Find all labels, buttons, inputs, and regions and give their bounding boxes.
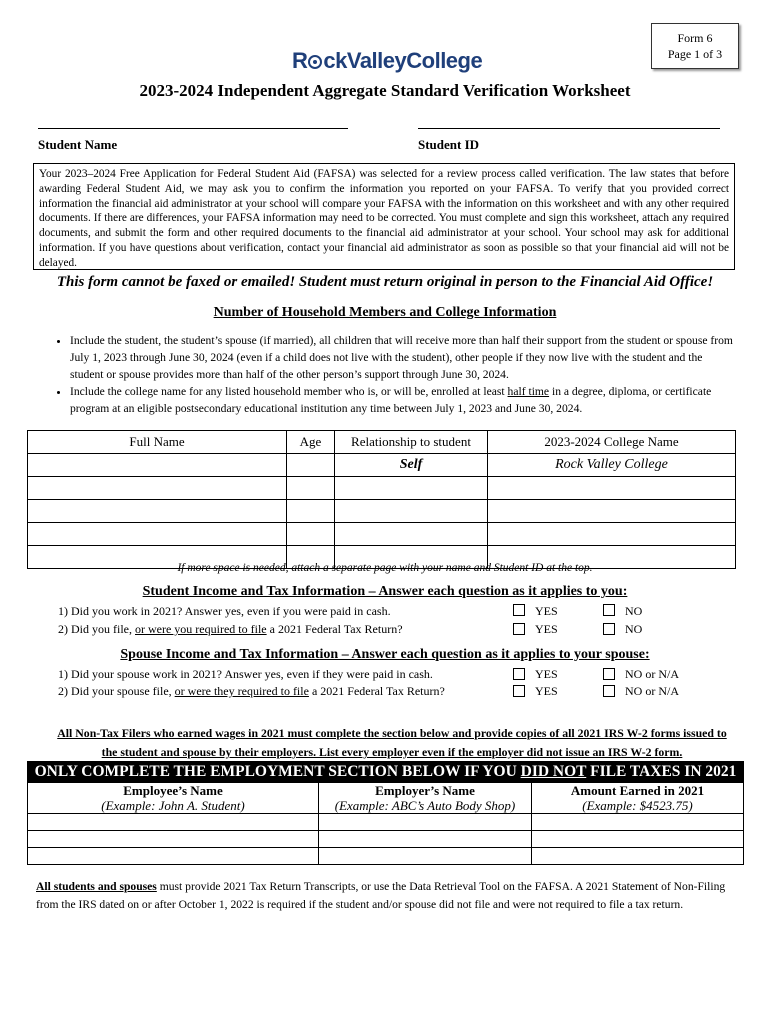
- student-q2-no-label: NO: [625, 622, 643, 636]
- spouse-q2-no-label: NO or N/A: [625, 684, 679, 698]
- student-q2-yes-checkbox[interactable]: [513, 623, 525, 635]
- col-college-name: 2023-2024 College Name: [488, 431, 736, 454]
- table-row: [28, 500, 736, 523]
- student-id-line[interactable]: [418, 128, 720, 129]
- table-row: [28, 848, 744, 865]
- spouse-q1-yes-checkbox[interactable]: [513, 668, 525, 680]
- spouse-q1: 1) Did your spouse work in 2021? Answer yes, even if they were paid in cash.: [58, 667, 433, 681]
- spouse-q1-no-checkbox[interactable]: [603, 668, 615, 680]
- spouse-q1-yes-label: YES: [535, 667, 558, 681]
- household-table: [27, 430, 736, 569]
- student-q2: 2) Did you file, or were you required to file a 2021 Federal Tax Return?: [58, 622, 403, 636]
- table-row: [28, 523, 736, 546]
- spouse-q2: 2) Did your spouse file, or were they required to file a 2021 Federal Tax Return?: [58, 684, 445, 698]
- table-row: [28, 477, 736, 500]
- employment-table: [27, 761, 744, 865]
- student-tax-heading: Student Income and Tax Information – Answer each question as it applies to you:: [142, 584, 628, 599]
- non-tax-filer-notice: All Non-Tax Filers who earned wages in 2021 must complete the section below and provide copies of all 2021 IRS W-2 forms issued to the student and spouse by their employers. List every employer even if the employer did not issue an IRS W-2 form.: [57, 726, 727, 759]
- student-q2-yes-label: YES: [535, 622, 558, 636]
- student-name-line[interactable]: [38, 128, 348, 129]
- student-q1-no-label: NO: [625, 604, 643, 618]
- spouse-q2-yes-label: YES: [535, 684, 558, 698]
- bullet-college-name: • Include the college name for any listed household member who is, or will be, enrolled at least half time in a degree, diploma, or certificate program at an eligible postsecondary educational institution any time between July 1, 2023 and June 30, 2024.: [70, 383, 736, 417]
- bullet-household-members: • Include the student, the student’s spouse (if married), all children that will receive more than half their support from the student or spouse from July 1, 2023 through June 30, 2024 (even if a child does not live with the student), other people if they now live with the student and the student or spouse provides more than half of the other person’s support through June 30, 2024.: [70, 332, 736, 383]
- logo-o-icon: [308, 55, 322, 69]
- col-relationship: Relationship to student: [335, 431, 488, 454]
- student-name-label: Student Name: [38, 137, 118, 152]
- employment-banner: ONLY COMPLETE THE EMPLOYMENT SECTION BELOW IF YOU DID NOT FILE TAXES IN 2021: [28, 762, 744, 783]
- col-employee-name: Employee’s Name (Example: John A. Student): [28, 783, 319, 814]
- table-row: [28, 831, 744, 848]
- cell-age[interactable]: [287, 454, 335, 477]
- spouse-q2-no-checkbox[interactable]: [603, 685, 615, 697]
- spouse-q1-no-label: NO or N/A: [625, 667, 679, 681]
- cell-college: Rock Valley College: [488, 454, 736, 477]
- col-full-name: Full Name: [28, 431, 287, 454]
- student-id-label: Student ID: [418, 137, 480, 152]
- page-title: 2023-2024 Independent Aggregate Standard Verification Worksheet: [139, 81, 631, 100]
- table-row: [28, 454, 736, 477]
- form-number: Form 6: [677, 31, 713, 45]
- table-row: [28, 814, 744, 831]
- spouse-tax-heading: Spouse Income and Tax Information – Answer each question as it applies to your spouse:: [120, 647, 650, 662]
- col-amount-earned: Amount Earned in 2021 (Example: $4523.75): [532, 783, 744, 814]
- col-employer-name: Employer’s Name (Example: ABC’s Auto Body Shop): [319, 783, 532, 814]
- student-q2-no-checkbox[interactable]: [603, 623, 615, 635]
- student-q1-no-checkbox[interactable]: [603, 604, 615, 616]
- page-number: Page 1 of 3: [667, 47, 723, 61]
- cell-relationship: Self: [335, 454, 488, 477]
- college-logo: R ckValleyCollege: [292, 48, 483, 73]
- student-q1-yes-label: YES: [535, 604, 558, 618]
- household-instructions: [56, 332, 736, 417]
- household-heading: Number of Household Members and College Information: [213, 305, 557, 320]
- student-q1-yes-checkbox[interactable]: [513, 604, 525, 616]
- transcript-requirement: All students and spouses must provide 2021 Tax Return Transcripts, or use the Data Retrieval Tool on the FAFSA. A 2021 Statement of Non-Filing from the IRS dated on or after October 1, 2022 is required if the student and/or spouse did not file and were not required to file a tax return.: [36, 880, 726, 911]
- col-age: Age: [287, 431, 335, 454]
- form-number-box: [651, 23, 739, 69]
- cell-full-name[interactable]: [28, 454, 287, 477]
- intro-paragraph: Your 2023–2024 Free Application for Federal Student Aid (FAFSA) was selected for a review process called verification. The law states that before awarding Federal Student Aid, we may ask you to confirm the information you reported on your FAFSA. To verify that you provided correct information the financial aid administrator at your school will compare your FAFSA with the information on this worksheet and with any other required documents. If there are differences, your FAFSA information may need to be corrected. You must complete and sign this worksheet, attach any required documents, and submit the form and other required documents to the financial aid administrator at your school. Your school may ask for additional information. If you have questions about verification, contact your financial aid administrator as soon as possible so that your financial aid will not be delayed.: [33, 163, 735, 270]
- extra-space-note: If more space is needed, attach a separate page with your name and Student ID at the top.: [177, 562, 593, 574]
- spouse-q2-yes-checkbox[interactable]: [513, 685, 525, 697]
- warning-text: This form cannot be faxed or emailed! Student must return original in person to the Financial Aid Office!: [56, 274, 714, 290]
- student-q1: 1) Did you work in 2021? Answer yes, even if you were paid in cash.: [58, 604, 391, 618]
